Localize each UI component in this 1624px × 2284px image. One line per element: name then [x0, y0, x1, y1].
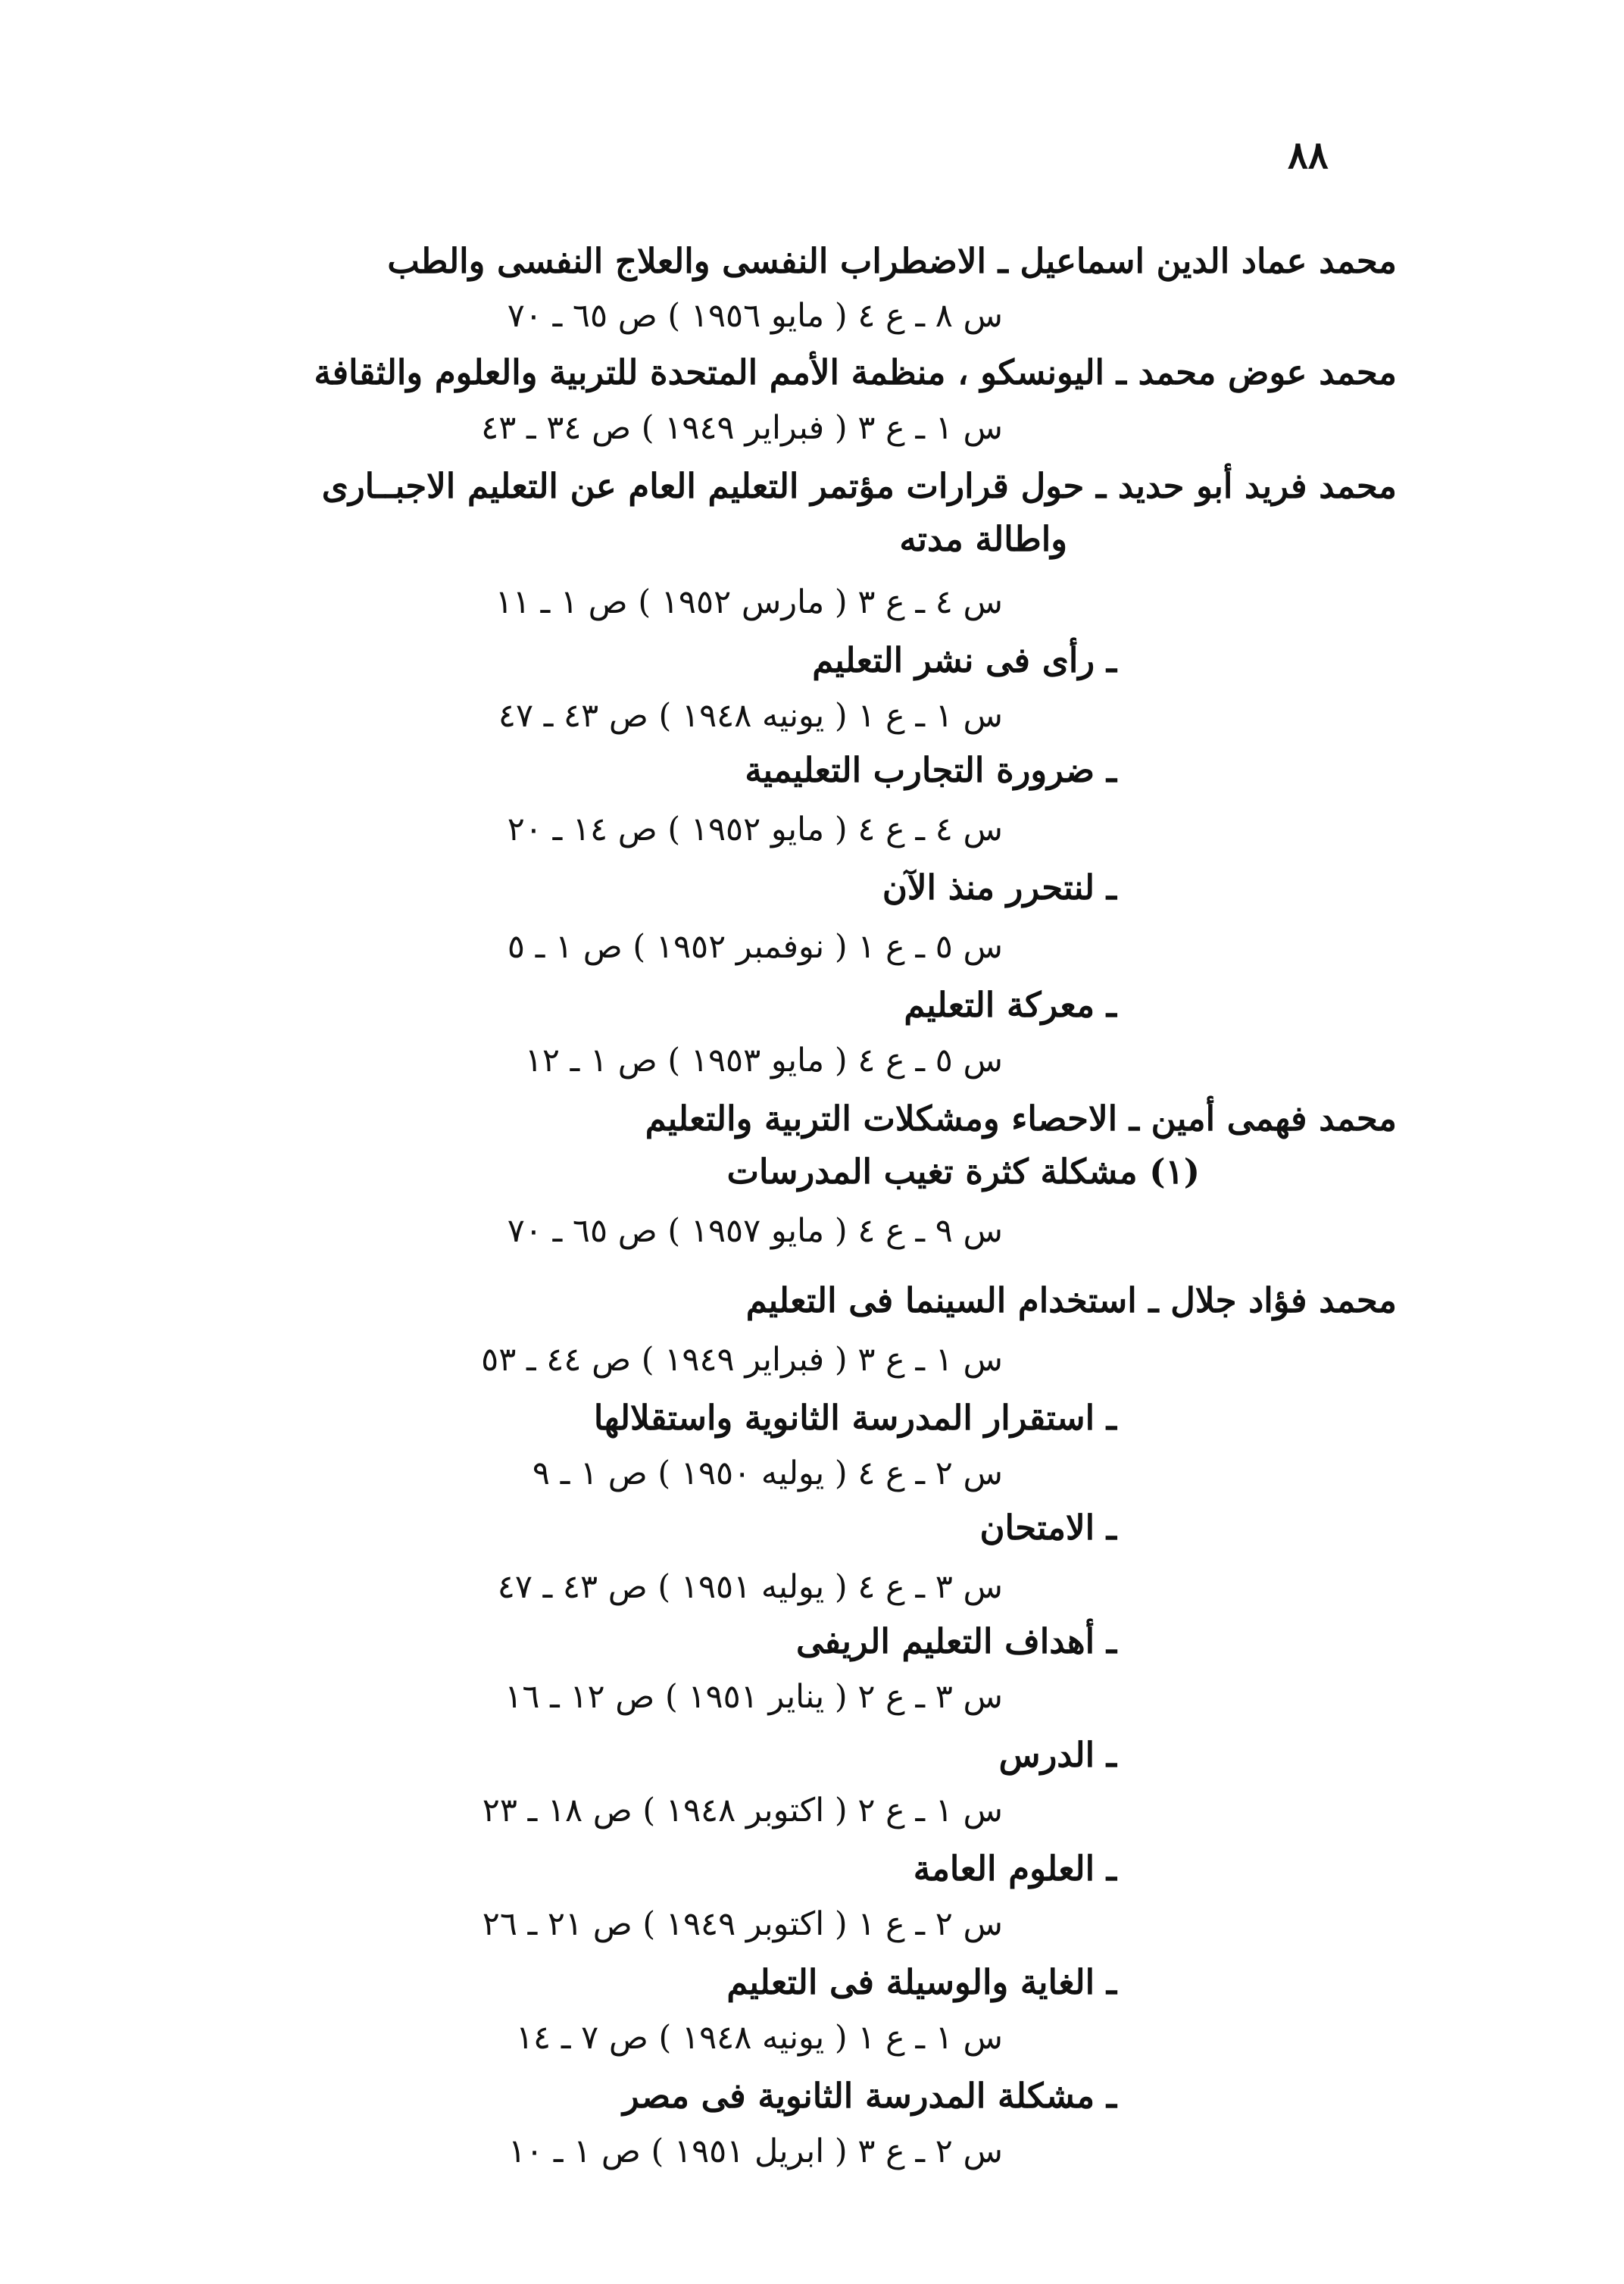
author-entry-heading: محمد عماد الدين اسماعيل ـ الاضطراب النفسى والعلاج النفسى والطب [387, 241, 1397, 281]
article-title: ـ الامتحان [979, 1508, 1116, 1548]
article-title: ـ رأى فى نشر التعليم [812, 640, 1116, 680]
citation-line: س ٢ ـ ع ٣ ( ابريل ١٩٥١ ) ص ١ ـ ١٠ [508, 2132, 1003, 2170]
citation-line: س ١ ـ ع ٣ ( فبراير ١٩٤٩ ) ص ٤٤ ـ ٥٣ [481, 1341, 1003, 1379]
article-title: ـ أهداف التعليم الريفى [796, 1621, 1116, 1661]
citation-line: س ٢ ـ ع ٤ ( يوليه ١٩٥٠ ) ص ١ ـ ٩ [532, 1454, 1003, 1492]
citation-line: س ١ ـ ع ١ ( يونيه ١٩٤٨ ) ص ٤٣ ـ ٤٧ [498, 697, 1003, 735]
author-entry-heading: محمد فؤاد جلال ـ استخدام السينما فى التعليم [745, 1280, 1397, 1320]
author-entry-heading: محمد فريد أبو حديد ـ حول قرارات مؤتمر التعليم العام عن التعليم الاجبــارى [321, 466, 1397, 506]
article-title: ـ الغاية والوسيلة فى التعليم [726, 1962, 1116, 2002]
citation-line: س ٥ ـ ع ١ ( نوفمبر ١٩٥٢ ) ص ١ ـ ٥ [507, 928, 1003, 966]
page-number: ٨٨ [1288, 133, 1329, 177]
author-entry-heading: محمد عوض محمد ـ اليونسكو ، منظمة الأمم المتحدة للتربية والعلوم والثقافة [314, 352, 1397, 392]
article-title: ـ مشكلة المدرسة الثانوية فى مصر [623, 2076, 1116, 2116]
citation-line: س ٥ ـ ع ٤ ( مايو ١٩٥٣ ) ص ١ ـ ١٢ [524, 1042, 1003, 1080]
citation-line: س ١ ـ ع ٢ ( اكتوبر ١٩٤٨ ) ص ١٨ ـ ٢٣ [482, 1792, 1003, 1829]
citation-line: س ١ ـ ع ٣ ( فبراير ١٩٤٩ ) ص ٣٤ ـ ٤٣ [481, 409, 1003, 447]
citation-line: س ٩ ـ ع ٤ ( مايو ١٩٥٧ ) ص ٦٥ ـ ٧٠ [507, 1212, 1003, 1250]
article-title: ـ لنتحرر منذ الآن [882, 867, 1116, 908]
citation-line: س ٤ ـ ع ٣ ( مارس ١٩٥٢ ) ص ١ ـ ١١ [495, 583, 1003, 621]
citation-line: س ٤ ـ ع ٤ ( مايو ١٩٥٢ ) ص ١٤ ـ ٢٠ [507, 811, 1003, 848]
article-title: ـ معركة التعليم [904, 985, 1116, 1025]
article-title: ـ ضرورة التجارب التعليمية [745, 750, 1116, 790]
author-entry-heading: محمد فهمى أمين ـ الاحصاء ومشكلات التربية والتعليم [645, 1098, 1397, 1139]
author-entry-heading-continued: (١) مشكلة كثرة تغيب المدرسات [726, 1151, 1200, 1192]
article-title: ـ استقرار المدرسة الثانوية واستقلالها [593, 1398, 1116, 1438]
citation-line: س ٣ ـ ع ٤ ( يوليه ١٩٥١ ) ص ٤٣ ـ ٤٧ [497, 1568, 1003, 1606]
citation-line: س ١ ـ ع ١ ( يونيه ١٩٤٨ ) ص ٧ ـ ١٤ [515, 2019, 1003, 2057]
citation-line: س ٢ ـ ع ١ ( اكتوبر ١٩٤٩ ) ص ٢١ ـ ٢٦ [482, 1905, 1003, 1943]
author-entry-heading-continued: واطالة مدته [899, 519, 1067, 559]
citation-line: س ٣ ـ ع ٢ ( يناير ١٩٥١ ) ص ١٢ ـ ١٦ [504, 1678, 1003, 1716]
citation-line: س ٨ ـ ع ٤ ( مايو ١٩٥٦ ) ص ٦٥ ـ ٧٠ [507, 297, 1003, 335]
article-title: ـ الدرس [998, 1735, 1116, 1775]
article-title: ـ العلوم العامة [913, 1848, 1116, 1889]
